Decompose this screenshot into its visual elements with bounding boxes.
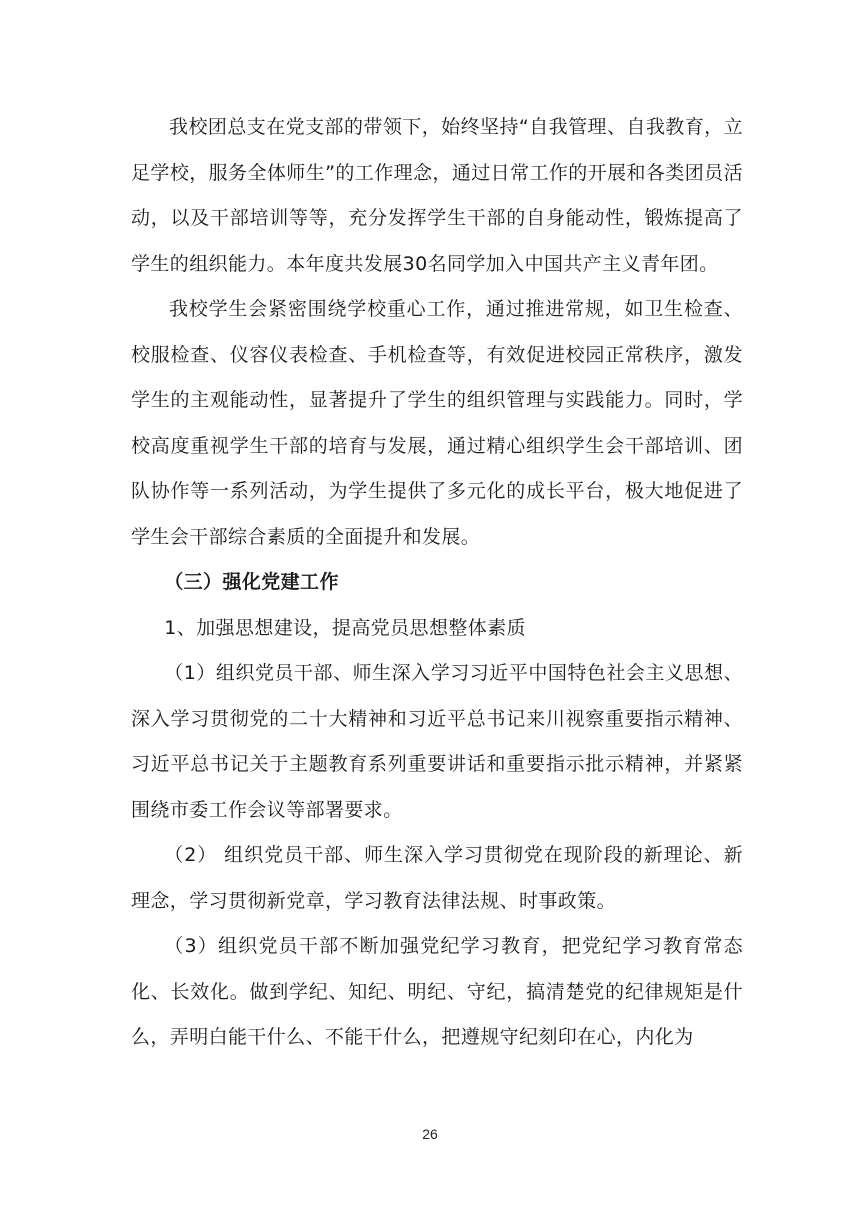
paragraph-student-union: 我校学生会紧密围绕学校重心工作，通过推进常规，如卫生检查、校服检查、仪容仪表检查、手机检查等，有效促进校园正常秩序，激发学生的主观能动性，显著提升了学生的组织管理与实践能力。同时，学校高度重视学生干部的培育与发展，通过精心组织学生会干部培训、团队协作等一系列活动，为学生提供了多元化的成长平台，极大地促进了学生会干部综合素质的全面提升和发展。	[131, 298, 743, 548]
list-item-1: （1）组织党员干部、师生深入学习习近平中国特色社会主义思想、深入学习贯彻党的二十大精神和习近平总书记来川视察重要指示精神、习近平总书记关于主题教育系列重要讲话和重要指示批示精神，并紧紧围绕市委工作会议等部署要求。	[131, 662, 743, 821]
paragraph-league-branch: 我校团总支在党支部的带领下，始终坚持“自我管理、自我教育，立足学校，服务全体师生”的工作理念，通过日常工作的开展和各类团员活动，以及干部培训等等，充分发挥学生干部的自身能动性，锻炼提高了学生的组织能力。本年度共发展30名同学加入中国共产主义青年团。	[131, 116, 743, 275]
sub-heading: 1、加强思想建设，提高党员思想整体素质	[164, 616, 526, 639]
list-item-2: （2） 组织党员干部、师生深入学习贯彻党在现阶段的新理论、新理念，学习贯彻新党章，学习教育法律法规、时事政策。	[131, 844, 743, 912]
document-body	[131, 105, 743, 1061]
section-heading: （三）强化党建工作	[164, 571, 339, 593]
list-item-3: （3）组织党员干部不断加强党纪学习教育，把党纪学习教育常态化、长效化。做到学纪、知纪、明纪、守纪，搞清楚党的纪律规矩是什么，弄明白能干什么、不能干什么，把遵规守纪刻印在心，内化为	[131, 935, 743, 1048]
page-number: 26	[422, 1126, 438, 1142]
